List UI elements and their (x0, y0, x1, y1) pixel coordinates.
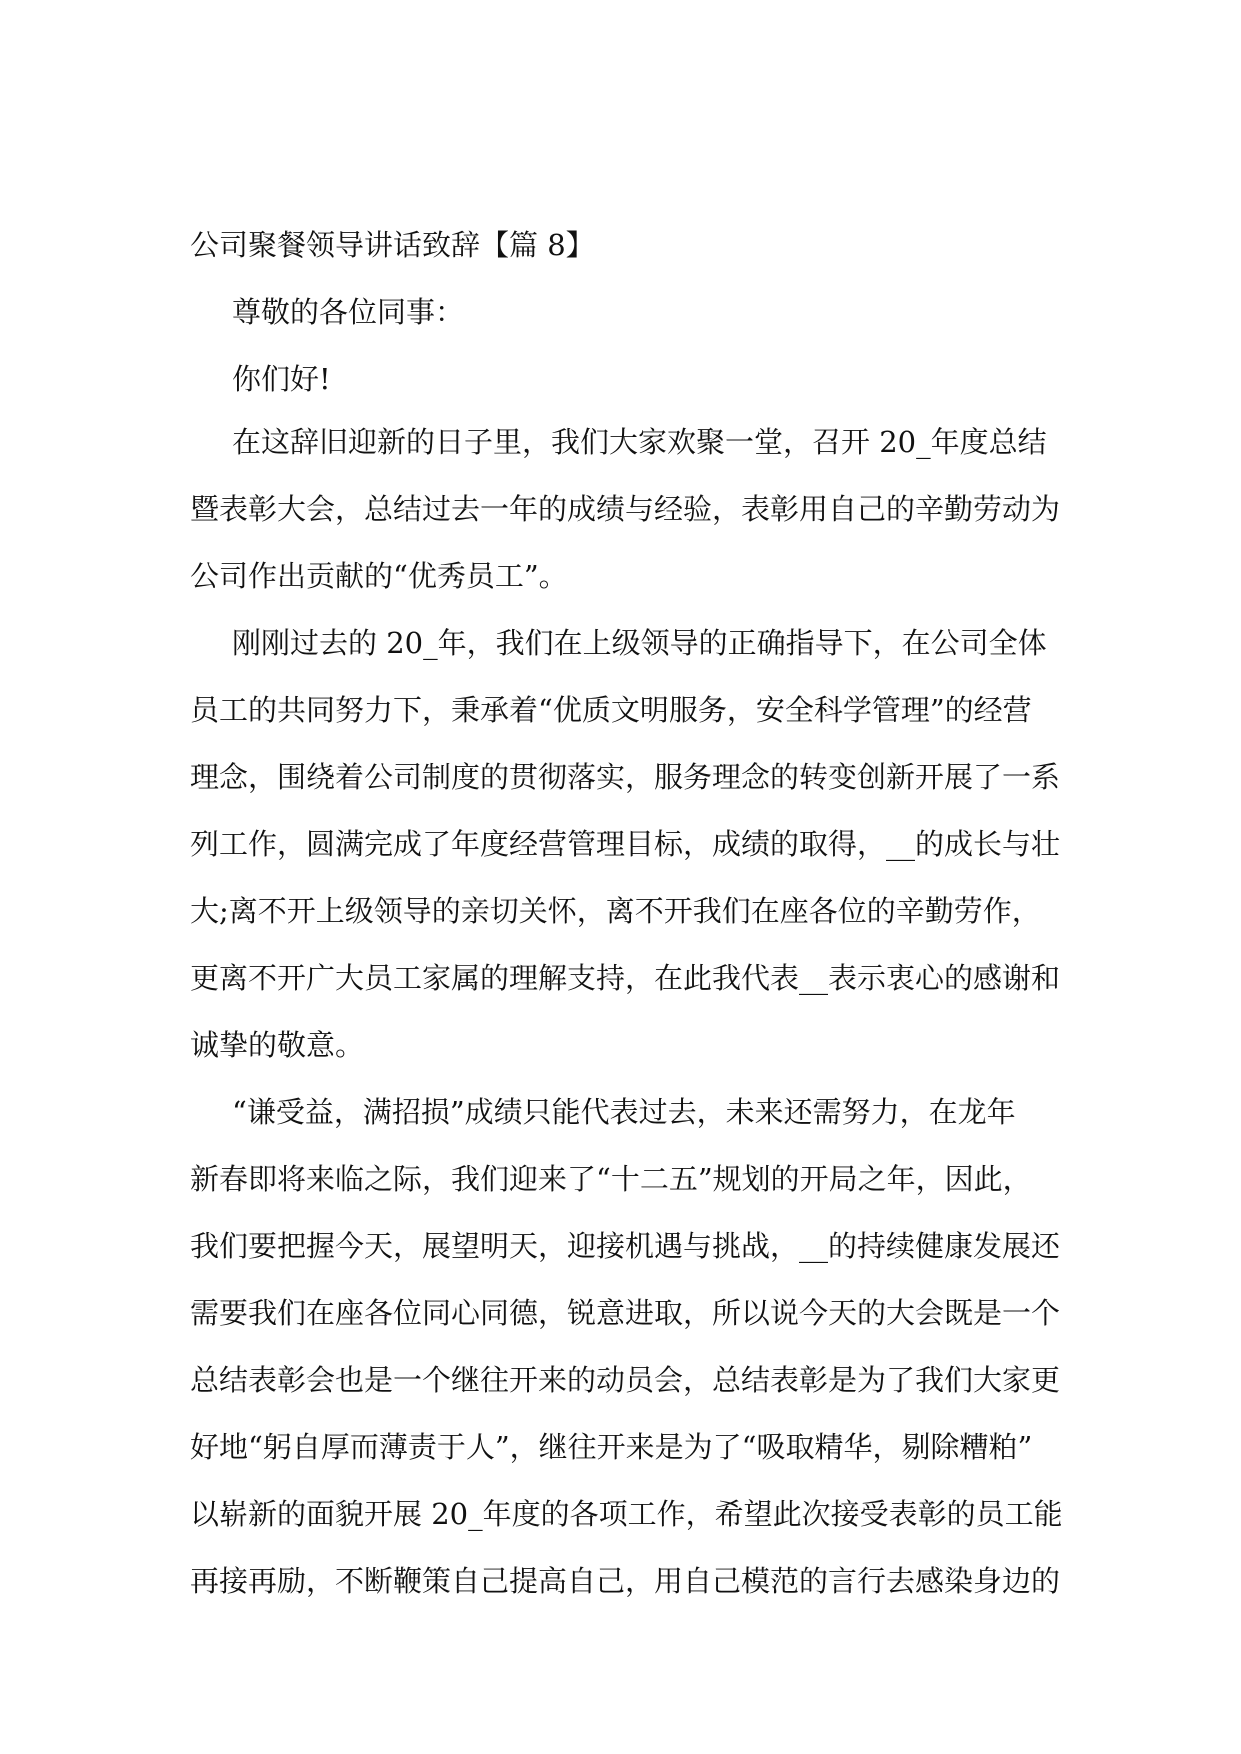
text-line: 新春即将来临之际，我们迎来了“十二五”规划的开局之年，因此， (190, 1162, 1032, 1196)
text-line: 再接再励，不断鞭策自己提高自己，用自己模范的言行去感染身边的 (190, 1564, 1061, 1598)
text-line: 公司作出贡献的“优秀员工”。 (190, 559, 568, 593)
text-line: 总结表彰会也是一个继往开来的动员会，总结表彰是为了我们大家更 (190, 1363, 1061, 1397)
text-line: 列工作，圆满完成了年度经营管理目标，成绩的取得，__的成长与壮 (190, 827, 1061, 861)
paragraph-1 (190, 409, 1060, 610)
text-line: 以崭新的面貌开展 20_年度的各项工作，希望此次接受表彰的员工能 (190, 1497, 1063, 1531)
text-line: 暨表彰大会，总结过去一年的成绩与经验，表彰用自己的辛勤劳动为 (190, 492, 1061, 526)
text-line: 在这辞旧迎新的日子里，我们大家欢聚一堂，召开 20_年度总结 (232, 425, 1047, 459)
document-title: 公司聚餐领导讲话致辞【篇 8】 (190, 228, 595, 262)
salutation: 尊敬的各位同事： (232, 295, 465, 329)
text-line: 大;离不开上级领导的亲切关怀，离不开我们在座各位的辛勤劳作， (190, 894, 1041, 928)
greeting: 你们好! (232, 362, 331, 396)
text-line: 诚挚的敬意。 (190, 1028, 365, 1062)
text-line: 刚刚过去的 20_年，我们在上级领导的正确指导下，在公司全体 (232, 626, 1047, 660)
text-line: 更离不开广大员工家属的理解支持，在此我代表__表示衷心的感谢和 (190, 961, 1061, 995)
text-line: 好地“躬自厚而薄责于人”，继往开来是为了“吸取精华，剔除糟粕” (190, 1430, 1033, 1464)
document-body (190, 228, 1063, 1615)
text-line: 员工的共同努力下，秉承着“优质文明服务，安全科学管理”的经营 (190, 693, 1032, 727)
text-line: 我们要把握今天，展望明天，迎接机遇与挑战，__的持续健康发展还 (190, 1229, 1061, 1263)
text-line: 需要我们在座各位同心同德，锐意进取，所以说今天的大会既是一个 (190, 1296, 1061, 1330)
text-line: 理念，围绕着公司制度的贯彻落实，服务理念的转变创新开展了一系 (190, 760, 1061, 794)
paragraph-3 (190, 1079, 1063, 1615)
text-line: “谦受益，满招损”成绩只能代表过去，未来还需努力，在龙年 (232, 1095, 1016, 1129)
paragraph-2 (190, 610, 1060, 1079)
